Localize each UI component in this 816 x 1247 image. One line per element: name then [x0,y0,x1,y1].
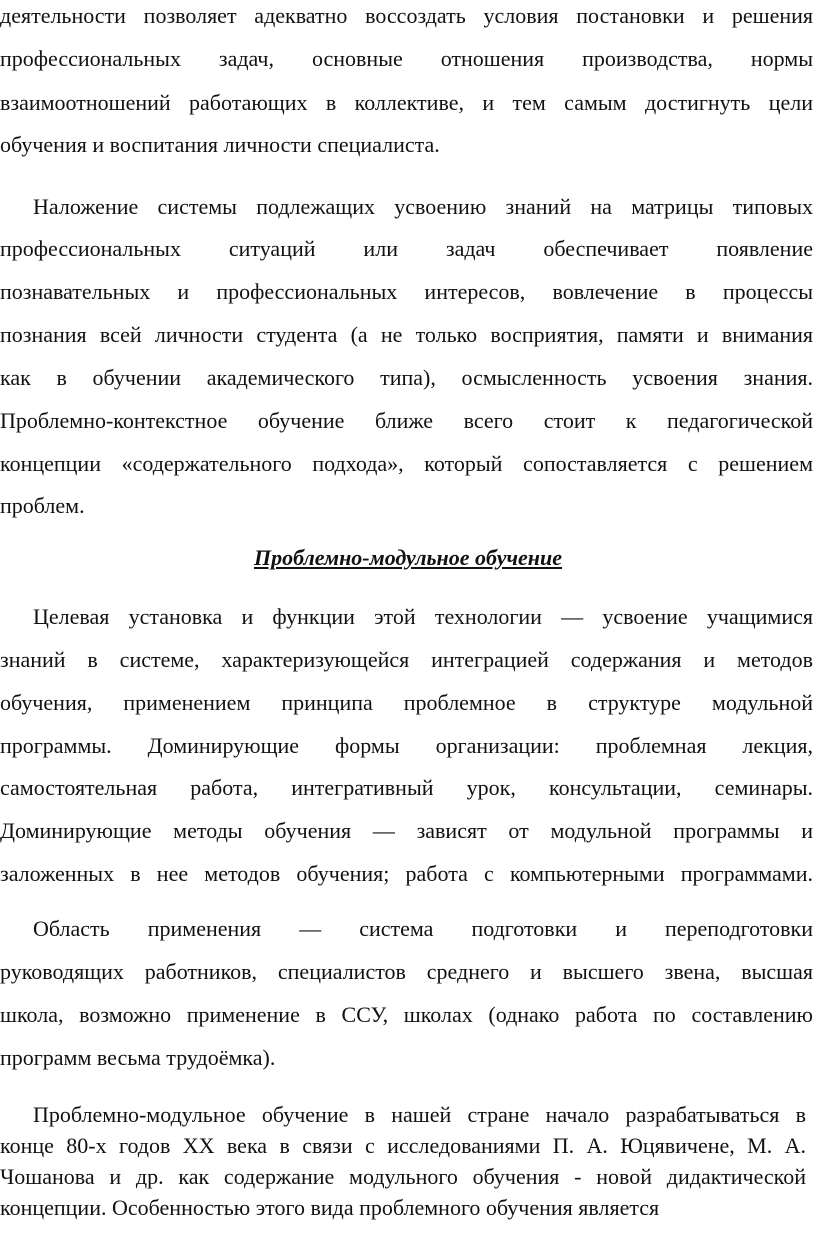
text-line: концепции. Особенностью этого вида проблемного обучения является [0,1195,660,1220]
text-line: деятельности позволяет адекватно воссоздать условия постановки и решения [0,3,813,28]
text-line: знаний в системе, характеризующейся интеграцией содержания и методов [0,647,813,672]
text-line: концепции «содержательного подхода», который сопоставляется с решением [0,451,813,476]
text-line: Область применения — система подготовки и переподготовки [33,916,813,941]
text-line: конце 80-х годов XX века в связи с исследованиями П. А. Юцявичене, М. А. [0,1133,806,1158]
text-line: проблем. [0,493,85,518]
section-heading: Проблемно-модульное обучение [253,545,563,570]
text-line: заложенных в нее методов обучения; работа с компьютерными программами. [0,861,813,886]
text-line: Проблемно-модульное обучение в нашей стране начало разрабатываться в [33,1102,806,1127]
text-line: Целевая установка и функции этой технологии — усвоение учащимися [33,604,813,629]
text-line: программы. Доминирующие формы организации: проблемная лекция, [0,733,813,758]
text-line: программ весьма трудоёмка). [0,1045,276,1070]
text-line: самостоятельная работа, интегративный урок, консультации, семинары. [0,775,813,800]
text-line: взаимоотношений работающих в коллективе, и тем самым достигнуть цели [0,90,813,115]
text-line: школа, возможно применение в ССУ, школах (однако работа по составлению [0,1002,813,1027]
text-line: Доминирующие методы обучения — зависят от модульной программы и [0,818,813,843]
text-line: профессиональных задач, основные отношения производства, нормы [0,46,813,71]
text-line: Наложение системы подлежащих усвоению знаний на матрицы типовых [33,194,813,219]
text-line: Проблемно-контекстное обучение ближе всего стоит к педагогической [0,408,813,433]
text-line: руководящих работников, специалистов среднего и высшего звена, высшая [0,959,813,984]
text-line: обучения и воспитания личности специалиста. [0,132,440,157]
text-line: профессиональных ситуаций или задач обеспечивает появление [0,236,813,261]
text-line: познания всей личности студента (а не только восприятия, памяти и внимания [0,322,813,347]
text-line: Чошанова и др. как содержание модульного обучения - новой дидактической [0,1164,806,1189]
text-line: обучения, применением принципа проблемное в структуре модульной [0,690,813,715]
text-line: познавательных и профессиональных интересов, вовлечение в процессы [0,279,813,304]
text-line: как в обучении академического типа), осмысленность усвоения знания. [0,365,813,390]
